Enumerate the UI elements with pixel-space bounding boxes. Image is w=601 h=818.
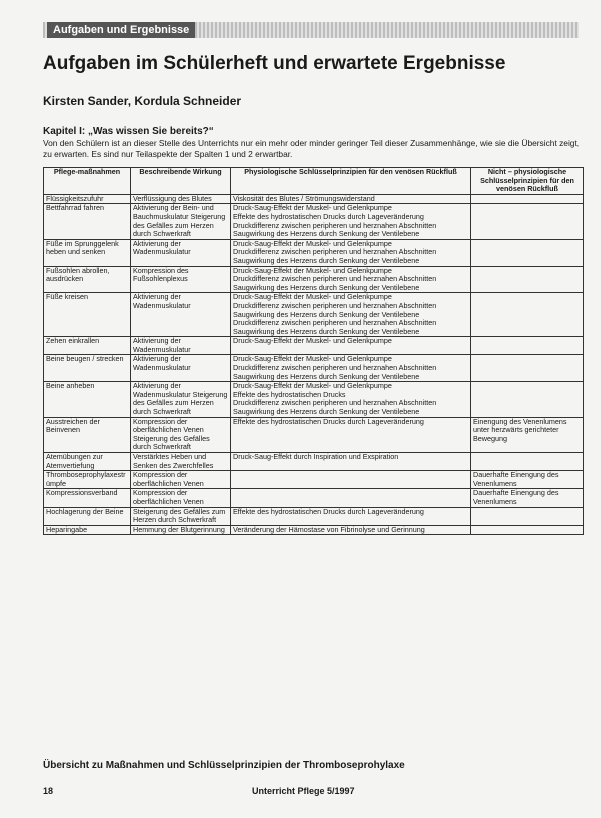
principle-line: Druckdifferenz zwischen peripheren und herznahen Abschnitten bbox=[233, 318, 437, 328]
cell-effect: Aktivierung der Wadenmuskulatur bbox=[131, 337, 231, 355]
cell-physiological bbox=[231, 355, 471, 382]
cell-non-physiological bbox=[471, 382, 584, 417]
cell-effect: Aktivierung der Wadenmuskulatur Steigerung des Gefälles zum Herzen durch Schwerkraft bbox=[131, 382, 231, 417]
principle-line: Druckdifferenz zwischen peripheren und herznahen Abschnitten bbox=[233, 300, 437, 310]
cell-non-physiological bbox=[471, 507, 584, 525]
principle-line: Druckdifferenz zwischen peripheren und herznahen Abschnitten bbox=[233, 247, 437, 257]
cell-measure: Füße im Sprunggelenk heben und senken bbox=[44, 239, 131, 266]
cell-physiological bbox=[231, 382, 471, 417]
cell-physiological bbox=[231, 525, 471, 535]
cell-physiological bbox=[231, 471, 471, 489]
cell-physiological bbox=[231, 489, 471, 507]
principle-line: Druck-Saug-Effekt der Muskel- und Gelenkpumpe bbox=[233, 266, 392, 275]
cell-non-physiological bbox=[471, 355, 584, 382]
cell-non-physiological bbox=[471, 525, 584, 535]
cell-measure: Flüssigkeitszufuhr bbox=[44, 194, 131, 204]
cell-physiological bbox=[231, 194, 471, 204]
principle-line: Saugwirkung des Herzens durch Senkung der Ventilebene bbox=[233, 255, 420, 265]
cell-physiological bbox=[231, 266, 471, 293]
principle-line: Saugwirkung des Herzens durch Senkung der Ventilebene bbox=[233, 229, 420, 239]
chapter-heading: Kapitel I: „Was wissen Sie bereits?“ bbox=[43, 126, 214, 137]
principle-line: Druckdifferenz zwischen peripheren und herznahen Abschnitten bbox=[233, 398, 437, 408]
table-row bbox=[44, 471, 584, 489]
cell-physiological bbox=[231, 293, 471, 337]
principle-line: Druck-Saug-Effekt der Muskel- und Gelenkpumpe bbox=[233, 354, 392, 364]
cell-measure: Beine anheben bbox=[44, 382, 131, 417]
principle-line: Veränderung der Hämostase von Fibrinolyse und Gerinnung bbox=[233, 525, 425, 534]
table-row bbox=[44, 293, 584, 337]
cell-measure: Heparingabe bbox=[44, 525, 131, 535]
table-row bbox=[44, 239, 584, 266]
principle-line: Saugwirkung des Herzens durch Senkung der Ventilebene bbox=[233, 282, 420, 292]
principle-line: Saugwirkung des Herzens durch Senkung der Ventilebene bbox=[233, 309, 420, 319]
principle-line: Effekte des hydrostatischen Drucks durch Lageveränderung bbox=[233, 211, 424, 221]
cell-effect: Kompression der oberflächlichen Venen bbox=[131, 489, 231, 507]
cell-measure: Bettfahrrad fahren bbox=[44, 204, 131, 239]
principle-line: Druck-Saug-Effekt durch Inspiration und Exspiration bbox=[233, 452, 399, 461]
cell-measure: Hochlagerung der Beine bbox=[44, 507, 131, 525]
cell-effect: Aktivierung der Bein- und Bauchmuskulatur Steigerung des Gefälles zum Herzen durch Schwerkraft bbox=[131, 204, 231, 239]
principle-line: Druck-Saug-Effekt der Muskel- und Gelenkpumpe bbox=[233, 336, 392, 346]
journal-name: Unterricht Pflege 5/1997 bbox=[252, 786, 355, 796]
cell-effect: Steigerung des Gefälles zum Herzen durch Schwerkraft bbox=[131, 507, 231, 525]
principle-line: Effekte des hydrostatischen Drucks durch Lageveränderung bbox=[233, 417, 424, 426]
table-row bbox=[44, 525, 584, 535]
table-caption: Übersicht zu Maßnahmen und Schlüsselprinzipien der Thromboseprohylaxe bbox=[43, 760, 405, 771]
cell-non-physiological bbox=[471, 453, 584, 471]
intro-paragraph: Von den Schülern ist an dieser Stelle des Unterrichts nur ein mehr oder minder geringer Teil dieser Zusammenhänge, wie sie die Übersicht zeigt, zu erwarten. Es sind nur Teilaspekte der Spalten 1 und 2 erwartbar. bbox=[43, 138, 580, 159]
table-row bbox=[44, 489, 584, 507]
cell-non-physiological bbox=[471, 266, 584, 293]
cell-non-physiological bbox=[471, 337, 584, 355]
measures-table bbox=[43, 167, 584, 535]
cell-effect: Verstärktes Heben und Senken des Zwerchfelles bbox=[131, 453, 231, 471]
cell-non-physiological: Einengung des Venenlumens unter herzwärts gerichteter Bewegung bbox=[471, 417, 584, 452]
page-number: 18 bbox=[43, 786, 54, 796]
column-header-measures: Pflege-maßnahmen bbox=[44, 168, 131, 195]
principle-line: Saugwirkung des Herzens durch Senkung der Ventilebene bbox=[233, 407, 420, 417]
cell-effect: Kompression des Fußsohlenplexus bbox=[131, 266, 231, 293]
principle-line: Viskosität des Blutes / Strömungswiderstand bbox=[233, 194, 375, 203]
cell-measure: Zehen einkrallen bbox=[44, 337, 131, 355]
cell-effect: Verflüssigung des Blutes bbox=[131, 194, 231, 204]
cell-non-physiological bbox=[471, 194, 584, 204]
principle-line: Druck-Saug-Effekt der Muskel- und Gelenkpumpe bbox=[233, 203, 392, 213]
cell-physiological bbox=[231, 204, 471, 239]
table-row bbox=[44, 417, 584, 452]
cell-measure: Kompressionsverband bbox=[44, 489, 131, 507]
column-header-physiological: Physiologische Schlüsselprinzipien für den venösen Rückfluß bbox=[231, 168, 471, 195]
table-row bbox=[44, 382, 584, 417]
cell-measure: Füße kreisen bbox=[44, 293, 131, 337]
principle-line: Druck-Saug-Effekt der Muskel- und Gelenkpumpe bbox=[233, 381, 392, 391]
principle-line: Druck-Saug-Effekt der Muskel- und Gelenkpumpe bbox=[233, 239, 392, 248]
table-header-row bbox=[44, 168, 584, 195]
cell-non-physiological: Dauerhafte Einengung des Venenlumens bbox=[471, 489, 584, 507]
column-header-non-physiological: Nicht – physiologische Schlüsselprinzipien für den venösen Rückfluß bbox=[471, 168, 584, 195]
article-authors: Kirsten Sander, Kordula Schneider bbox=[43, 94, 242, 108]
cell-effect: Aktivierung der Wadenmuskulatur bbox=[131, 293, 231, 337]
cell-measure: Ausstreichen der Beinvenen bbox=[44, 417, 131, 452]
principle-line: Saugwirkung des Herzens durch Senkung der Ventilebene bbox=[233, 371, 420, 381]
cell-physiological bbox=[231, 507, 471, 525]
table-row bbox=[44, 355, 584, 382]
principle-line: Druck-Saug-Effekt der Muskel- und Gelenkpumpe bbox=[233, 292, 392, 302]
cell-physiological bbox=[231, 337, 471, 355]
section-label: Aufgaben und Ergebnisse bbox=[47, 22, 195, 38]
cell-effect: Aktivierung der Wadenmuskulatur bbox=[131, 239, 231, 266]
cell-effect: Aktivierung der Wadenmuskulatur bbox=[131, 355, 231, 382]
cell-physiological bbox=[231, 453, 471, 471]
section-header-bar bbox=[43, 22, 579, 38]
cell-non-physiological bbox=[471, 239, 584, 266]
column-header-effect: Beschreibende Wirkung bbox=[131, 168, 231, 195]
cell-measure: Thromboseprophylaxestrümpfe bbox=[44, 471, 131, 489]
principle-line: Druckdifferenz zwischen peripheren und herznahen Abschnitten bbox=[233, 274, 437, 284]
article-title: Aufgaben im Schülerheft und erwartete Ergebnisse bbox=[43, 53, 506, 74]
principle-line: Druckdifferenz zwischen peripheren und herznahen Abschnitten bbox=[233, 220, 437, 230]
cell-non-physiological bbox=[471, 293, 584, 337]
table-row bbox=[44, 507, 584, 525]
cell-measure: Atemübungen zur Atemvertiefung bbox=[44, 453, 131, 471]
cell-non-physiological: Dauerhafte Einengung des Venenlumens bbox=[471, 471, 584, 489]
cell-non-physiological bbox=[471, 204, 584, 239]
cell-effect: Kompression der oberflächlichen Venen Steigerung des Gefälles durch Schwerkraft bbox=[131, 417, 231, 452]
principle-line: Effekte des hydrostatischen Drucks bbox=[233, 389, 346, 399]
cell-effect: Kompression der oberflächlichen Venen bbox=[131, 471, 231, 489]
cell-measure: Fußsohlen abrollen, ausdrücken bbox=[44, 266, 131, 293]
table-row bbox=[44, 337, 584, 355]
table-row bbox=[44, 204, 584, 239]
table-row bbox=[44, 266, 584, 293]
cell-effect: Hemmung der Blutgerinnung bbox=[131, 525, 231, 535]
principle-line: Druckdifferenz zwischen peripheren und herznahen Abschnitten bbox=[233, 363, 437, 373]
cell-physiological bbox=[231, 239, 471, 266]
principle-line: Effekte des hydrostatischen Drucks durch Lageveränderung bbox=[233, 507, 424, 516]
table-row bbox=[44, 194, 584, 204]
table-row bbox=[44, 453, 584, 471]
table-body bbox=[44, 194, 584, 535]
cell-measure: Beine beugen / strecken bbox=[44, 355, 131, 382]
cell-physiological bbox=[231, 417, 471, 452]
principle-line: Saugwirkung des Herzens durch Senkung der Ventilebene bbox=[233, 326, 420, 336]
